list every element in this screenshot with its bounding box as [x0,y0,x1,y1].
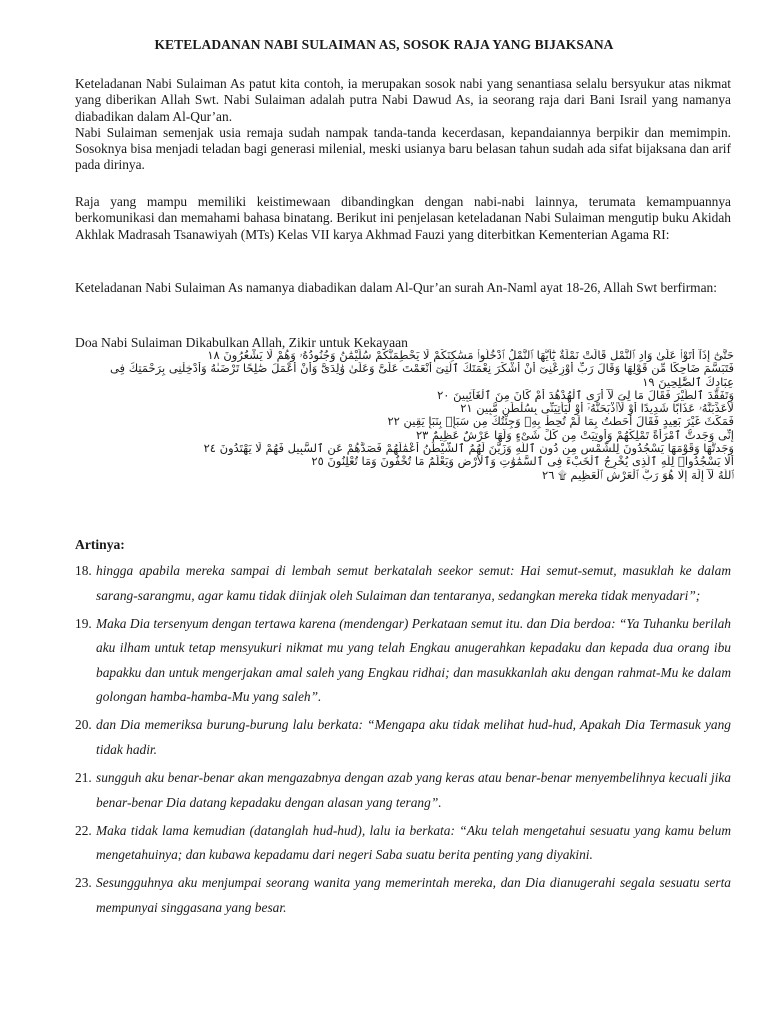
ability-paragraph: Raja yang mampu memiliki keistimewaan dibandingkan dengan nabi-nabi lainnya, terumata kemampuannya berkomunikasi dan memahami bahasa binatang. Berikut ini penjelasan keteladanan Nabi Sulaiman mengutip buku Akidah Akhlak Madrasah Tsanawiyah (MTs) Kelas VII karya Akhmad Fauzi yang diterbitkan Kementerian Agama RI: [75,194,731,242]
translation-list [75,559,731,924]
list-item [75,819,731,868]
verse-number: 23. [75,875,92,891]
verse-translation: dan Dia memeriksa burung-burung lalu berkata: “Mengapa aku tidak melihat hud-hud, Apakah Dia Termasuk yang tidak hadir. [96,717,731,757]
arabic-line: إِنِّى وَجَدتُّ ٱمْرَأَةً تَمْلِكُهُمْ وَأُوتِيَتْ مِن كُلِّ شَىْءٍ وَلَهَا عَرْشٌ عَظِيمٌ ٢٣ [415,428,734,442]
verse-translation: Sesungguhnya aku menjumpai seorang wanita yang memerintah mereka, dan Dia dianugerahi segala sesuatu serta mempunyai singgasana yang besar. [96,875,731,915]
translation-heading: Artinya: [75,537,125,552]
verse-translation: hingga apabila mereka sampai di lembah semut berkatalah seekor semut: Hai semut-semut, masuklah ke dalam sarang-sarangmu, agar kamu tidak diinjak oleh Sulaiman dan tentaranya, sedangkan mereka tidak menyadari”; [96,563,731,603]
intro-text-continued: Nabi Sulaiman semenjak usia remaja sudah nampak tanda-tanda kecerdasan, kepandaiannya berpikir dan memimpin. Sosoknya bisa menjadi teladan bagi generasi milenial, meski usianya baru belasan tahun sudah ada sifat bijaksana dan arif pada dirinya. [75,124,731,173]
verse-translation: Maka tidak lama kemudian (datanglah hud-hud), lalu ia berkata: “Aku telah mengetahui sesuatu yang kamu belum mengetahuinya; dan kubawa kepadamu dari negeri Saba suatu berita penting yang diyakini. [96,822,731,863]
quran-reference-paragraph: Keteladanan Nabi Sulaiman As namanya diabadikan dalam Al-Qur’an surah An-Naml ayat 18-26, Allah Swt berfirman: [75,280,717,295]
verse-number: 21. [75,769,92,785]
arabic-line: حَتَّىٰٓ إِذَآ أَتَوْا۟ عَلَىٰ وَادِ ٱلنَّمْلِ قَالَتْ نَمْلَةٌ يَٰٓأَيُّهَا ٱلنَّمْلُ ٱدْخُلُوا۟ مَسَٰكِنَكُمْ لَا يَحْطِمَنَّكُمْ سُلَيْمَٰنُ وَجُنُودُهُۥ وَهُمْ لَا يَشْعُرُونَ ١٨ [207,349,734,362]
arabic-verses [110,349,734,482]
verse-number: 20. [75,717,92,733]
arabic-line: لَأُعَذِّبَنَّهُۥ عَذَابًا شَدِيدًا أَوْ لَأَا۟ذْبَحَنَّهُۥٓ أَوْ لَيَأْتِيَنِّى بِسُلْطَٰنٍ مُّبِينٍ ٢١ [460,402,734,416]
verse-translation: Maka Dia tersenyum dengan tertawa karena (mendengar) Perkataan semut itu. dan Dia berdoa: “Ya Tuhanku berilah aku ilham untuk tetap mensyukuri nikmat mu yang telah Engkau anugerahkan kepadaku dan kepada dua orang ibu bapakku dan untuk mengerjakan amal saleh yang Engkau ridhai; dan masukkanlah aku dengan rahmat-Mu ke dalam golongan hamba-hamba-Mu yang saleh”. [96,615,731,705]
arabic-line: عِبَادِكَ ٱلصَّٰلِحِينَ ١٩ [642,375,734,389]
list-item [75,559,731,608]
arabic-line: فَمَكَثَ غَيْرَ بَعِيدٍ فَقَالَ أَحَطتُ بِمَا لَمْ تُحِطْ بِهِۦ وَجِئْتُكَ مِن سَبَإٍۭ بِنَبَإٍ يَقِينٍ ٢٢ [387,415,734,429]
verse-number: 18. [75,563,92,578]
arabic-line: فَتَبَسَّمَ ضَاحِكًا مِّن قَوْلِهَا وَقَالَ رَبِّ أَوْزِعْنِىٓ أَنْ أَشْكُرَ نِعْمَتَكَ ٱلَّتِىٓ أَنْعَمْتَ عَلَىَّ وَعَلَىٰ وَٰلِدَىَّ وَأَنْ أَعْمَلَ صَٰلِحًا تَرْضَىٰهُ وَأَدْخِلْنِى بِرَحْمَتِكَ فِى [110,362,734,376]
arabic-line: أَلَّا يَسْجُدُوا۟ لِلَّهِ ٱلَّذِى يُخْرِجُ ٱلْخَبْءَ فِى ٱلسَّمَٰوَٰتِ وَٱلْأَرْضِ وَيَعْلَمُ مَا تُخْفُونَ وَمَا تُعْلِنُونَ ٢٥ [311,455,734,469]
list-item [75,766,731,815]
verse-translation: sungguh aku benar-benar akan mengazabnya dengan azab yang keras atau benar-benar menyembelihnya kecuali jika benar-benar Dia datang kepadaku dengan alasan yang terang”. [96,769,731,810]
verse-number: 22. [75,822,92,838]
arabic-line: وَجَدتُّهَا وَقَوْمَهَا يَسْجُدُونَ لِلشَّمْسِ مِن دُونِ ٱللَّهِ وَزَيَّنَ لَهُمُ ٱلشَّيْطَٰنُ أَعْمَٰلَهُمْ فَصَدَّهُمْ عَنِ ٱلسَّبِيلِ فَهُمْ لَا يَهْتَدُونَ ٢٤ [203,442,734,456]
document-title: KETELADANAN NABI SULAIMAN AS, SOSOK RAJA YANG BIJAKSANA [154,37,614,52]
arabic-line: وَتَفَقَّدَ ٱلطَّيْرَ فَقَالَ مَا لِىَ لَآ أَرَى ٱلْهُدْهُدَ أَمْ كَانَ مِنَ ٱلْغَآئِبِينَ ٢٠ [437,388,734,402]
intro-text: Keteladanan Nabi Sulaiman As patut kita contoh, ia merupakan sosok nabi yang senantiasa selalu bersyukur atas nikmat yang diberikan Allah Swt. Nabi Sulaiman adalah putra Nabi Dawud As, ia seorang raja dari Bani Israil yang namanya diabadikan dalam Al-Qur’an. [75,76,731,124]
intro-paragraph [75,76,731,174]
list-item [75,612,731,710]
subheading-link[interactable]: Doa Nabi Sulaiman Dikabulkan Allah, Zikir untuk Kekayaan [75,335,408,350]
verse-number: 19. [75,615,92,631]
arabic-line: ٱللَّهُ لَآ إِلَٰهَ إِلَّا هُوَ رَبُّ ٱلْعَرْشِ ٱلْعَظِيمِ ۩ ٢٦ [542,468,734,482]
list-item [75,713,731,762]
list-item [75,871,731,920]
